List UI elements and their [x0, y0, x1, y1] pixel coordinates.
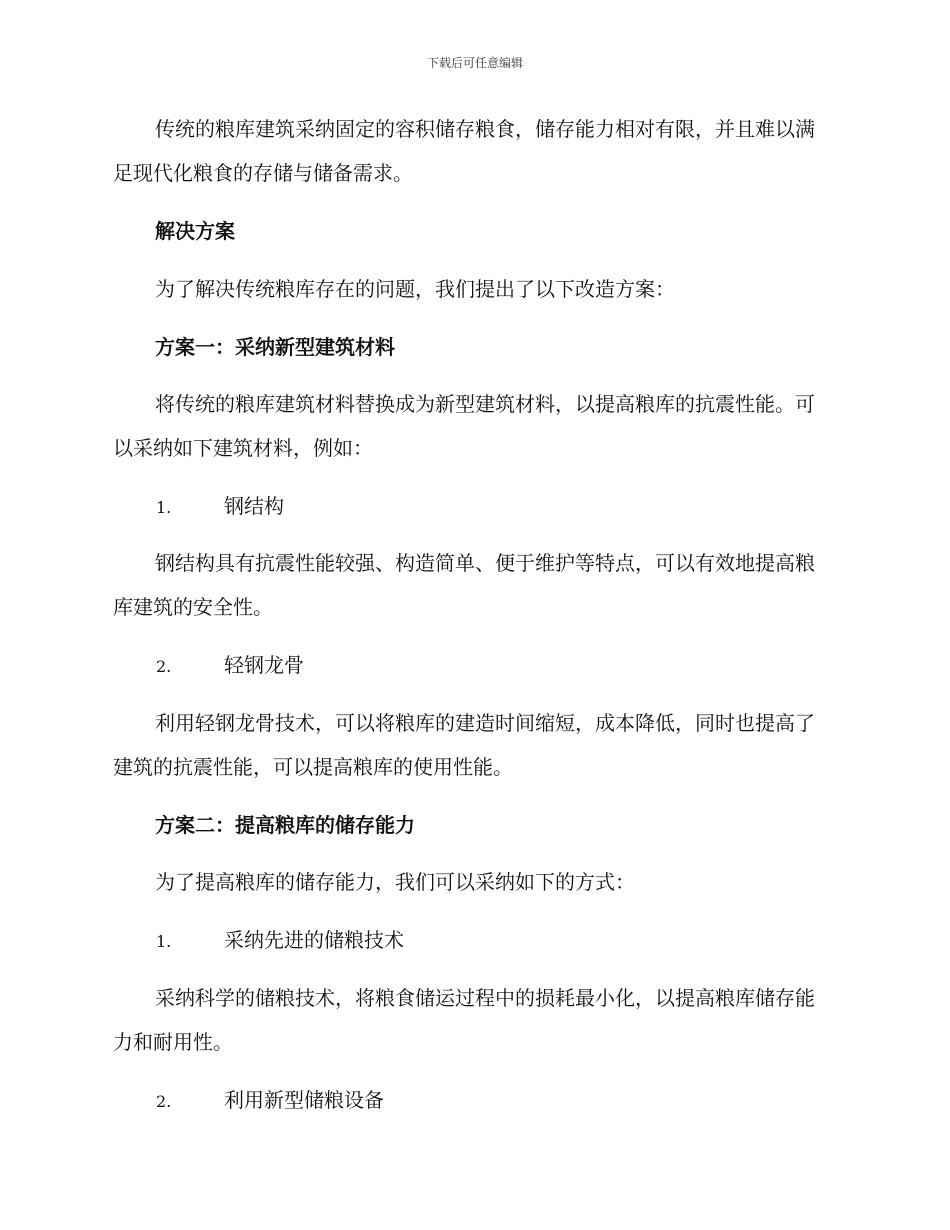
paragraph-plan-one: 将传统的粮库建筑材料替换成为新型建筑材料，以提高粮库的抗震性能。可以采纳如下建筑材料，例如：: [113, 392, 815, 460]
paragraph-traditional-granary: 传统的粮库建筑采纳固定的容积储存粮食，储存能力相对有限，并且难以满足现代化粮食的存储与储备需求。: [113, 117, 815, 185]
page-header: 下载后可任意编辑: [426, 56, 523, 70]
list-number: 1.: [156, 932, 172, 951]
paragraph-light-steel-keel: 利用轻钢龙骨技术，可以将粮库的建造时间缩短，成本降低，同时也提高了建筑的抗震性能，可以提高粮库的使用性能。: [113, 711, 815, 779]
list-number: 2.: [156, 657, 172, 676]
list-text: 利用新型储粮设备: [224, 1088, 384, 1112]
paragraph-plan-two: 为了提高粮库的储存能力，我们可以采纳如下的方式：: [155, 870, 635, 894]
list-number: 1.: [156, 498, 172, 517]
paragraph-solution-intro: 为了解决传统粮库存在的问题，我们提出了以下改造方案：: [155, 277, 675, 301]
list-item-light-steel-keel: [156, 643, 836, 689]
heading-plan-one: 方案一：采纳新型建筑材料: [155, 335, 395, 359]
paragraph-storage-technology: 采纳科学的储粮技术，将粮食储运过程中的损耗最小化，以提高粮库储存能力和耐用性。: [113, 986, 815, 1054]
list-item-storage-technology: [156, 918, 836, 964]
list-text: 采纳先进的储粮技术: [224, 928, 404, 952]
heading-solution: 解决方案: [155, 219, 235, 243]
list-item-storage-equipment: [156, 1078, 836, 1124]
list-item-steel-structure: [156, 484, 836, 530]
list-text: 钢结构: [224, 494, 284, 518]
list-text: 轻钢龙骨: [224, 653, 304, 677]
list-number: 2.: [156, 1092, 172, 1111]
paragraph-steel-structure: 钢结构具有抗震性能较强、构造简单、便于维护等特点，可以有效地提高粮库建筑的安全性。: [113, 551, 815, 619]
heading-plan-two: 方案二：提高粮库的储存能力: [155, 813, 415, 837]
